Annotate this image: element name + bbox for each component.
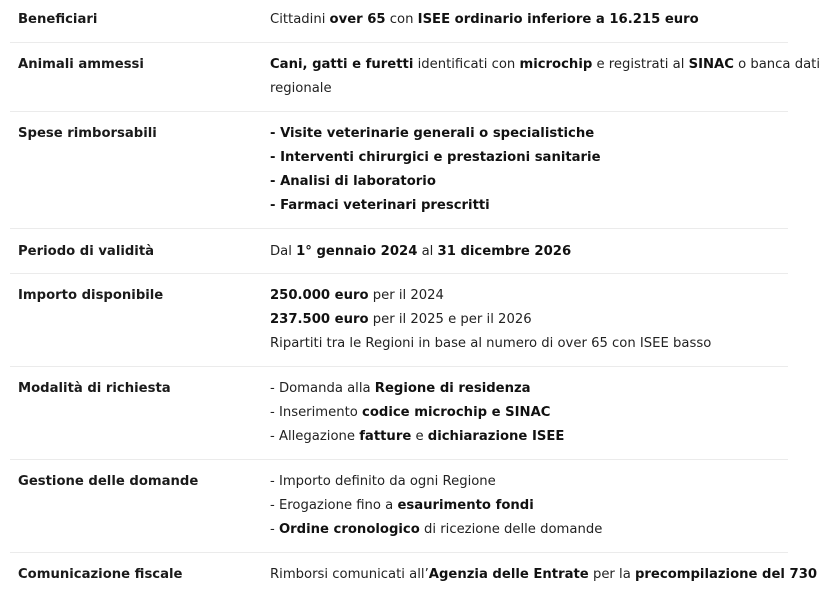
value-line <box>270 377 785 401</box>
table-row <box>10 563 818 597</box>
table-row <box>10 377 788 460</box>
bold-text: Agenzia delle Entrate <box>428 567 589 582</box>
row-value <box>270 8 785 32</box>
value-line <box>270 470 785 494</box>
value-line <box>270 332 785 356</box>
bold-text: esaurimento fondi <box>397 498 534 513</box>
bold-text: precompilazione del 730 <box>634 567 818 582</box>
row-label: Animali ammessi <box>18 57 144 72</box>
value-line <box>270 308 785 332</box>
text: - Domanda alla <box>270 381 375 396</box>
bold-text: Cani, gatti e furetti <box>270 57 414 72</box>
table-row <box>10 8 788 43</box>
table-row <box>10 284 788 367</box>
row-label: Gestione delle domande <box>18 474 199 489</box>
bold-text: - Visite veterinarie generali o specialistiche <box>270 126 595 141</box>
bold-text: microchip <box>519 57 593 72</box>
text: per il 2025 e per il 2026 <box>368 312 532 327</box>
text: identificati con <box>413 57 520 72</box>
bold-text: fatture <box>359 429 412 444</box>
bold-text: Regione di residenza <box>374 381 531 396</box>
text: Ripartiti tra le Regioni in base al numero di over 65 con ISEE basso <box>270 336 712 351</box>
text: Dal <box>270 244 297 259</box>
text: o banca dati <box>733 57 820 72</box>
bold-text: 237.500 euro <box>270 312 369 327</box>
text: e registrati al <box>592 57 689 72</box>
bold-text: 250.000 euro <box>270 288 369 303</box>
row-label: Importo disponibile <box>18 288 164 303</box>
table-row <box>10 122 788 229</box>
text: di ricezione delle domande <box>419 522 603 537</box>
row-label: Beneficiari <box>18 12 98 27</box>
row-value <box>270 240 785 264</box>
table-row <box>10 240 788 274</box>
text: Cittadini <box>270 12 330 27</box>
value-line <box>270 194 785 218</box>
text: - Allegazione <box>270 429 360 444</box>
text: per la <box>588 567 635 582</box>
bold-text: - Analisi di laboratorio <box>270 174 436 189</box>
row-value <box>270 53 820 101</box>
row-label: Periodo di validità <box>18 244 155 259</box>
bold-text: SINAC <box>688 57 734 72</box>
row-label: Modalità di richiesta <box>18 381 171 396</box>
value-line <box>270 494 785 518</box>
value-line <box>270 401 785 425</box>
value-line <box>270 240 785 264</box>
row-label: Spese rimborsabili <box>18 126 157 141</box>
value-line <box>270 146 785 170</box>
row-value <box>270 563 818 587</box>
bold-text: - Farmaci veterinari prescritti <box>270 198 490 213</box>
text: Rimborsi comunicati all’ <box>270 567 429 582</box>
value-line <box>270 518 785 542</box>
row-value <box>270 377 785 449</box>
row-value <box>270 122 785 218</box>
text: e <box>411 429 428 444</box>
text: con <box>385 12 418 27</box>
bold-text: dichiarazione ISEE <box>427 429 565 444</box>
text: - Erogazione fino a <box>270 498 398 513</box>
value-line <box>270 122 785 146</box>
value-line <box>270 284 785 308</box>
value-line <box>270 425 785 449</box>
bold-text: 31 dicembre 2026 <box>437 244 572 259</box>
table-row <box>10 53 820 112</box>
bold-text: codice microchip e SINAC <box>362 405 551 420</box>
row-value <box>270 470 785 542</box>
row-label: Comunicazione fiscale <box>18 567 183 582</box>
text: per il 2024 <box>368 288 444 303</box>
row-value <box>270 284 785 356</box>
text: regionale <box>270 81 332 96</box>
bold-text: over 65 <box>329 12 386 27</box>
value-line <box>270 53 820 77</box>
value-line <box>270 77 785 101</box>
bold-text: ISEE ordinario inferiore a 16.215 euro <box>417 12 699 27</box>
table-row <box>10 470 788 553</box>
text: - Inserimento <box>270 405 363 420</box>
bold-text: - Interventi chirurgici e prestazioni sanitarie <box>270 150 601 165</box>
value-line <box>270 170 785 194</box>
value-line <box>270 563 818 587</box>
bold-text: Ordine cronologico <box>278 522 420 537</box>
text: - <box>270 522 279 537</box>
bold-text: 1° gennaio 2024 <box>296 244 418 259</box>
value-line <box>270 8 785 32</box>
text: al <box>417 244 438 259</box>
text: - Importo definito da ogni Regione <box>270 474 496 489</box>
